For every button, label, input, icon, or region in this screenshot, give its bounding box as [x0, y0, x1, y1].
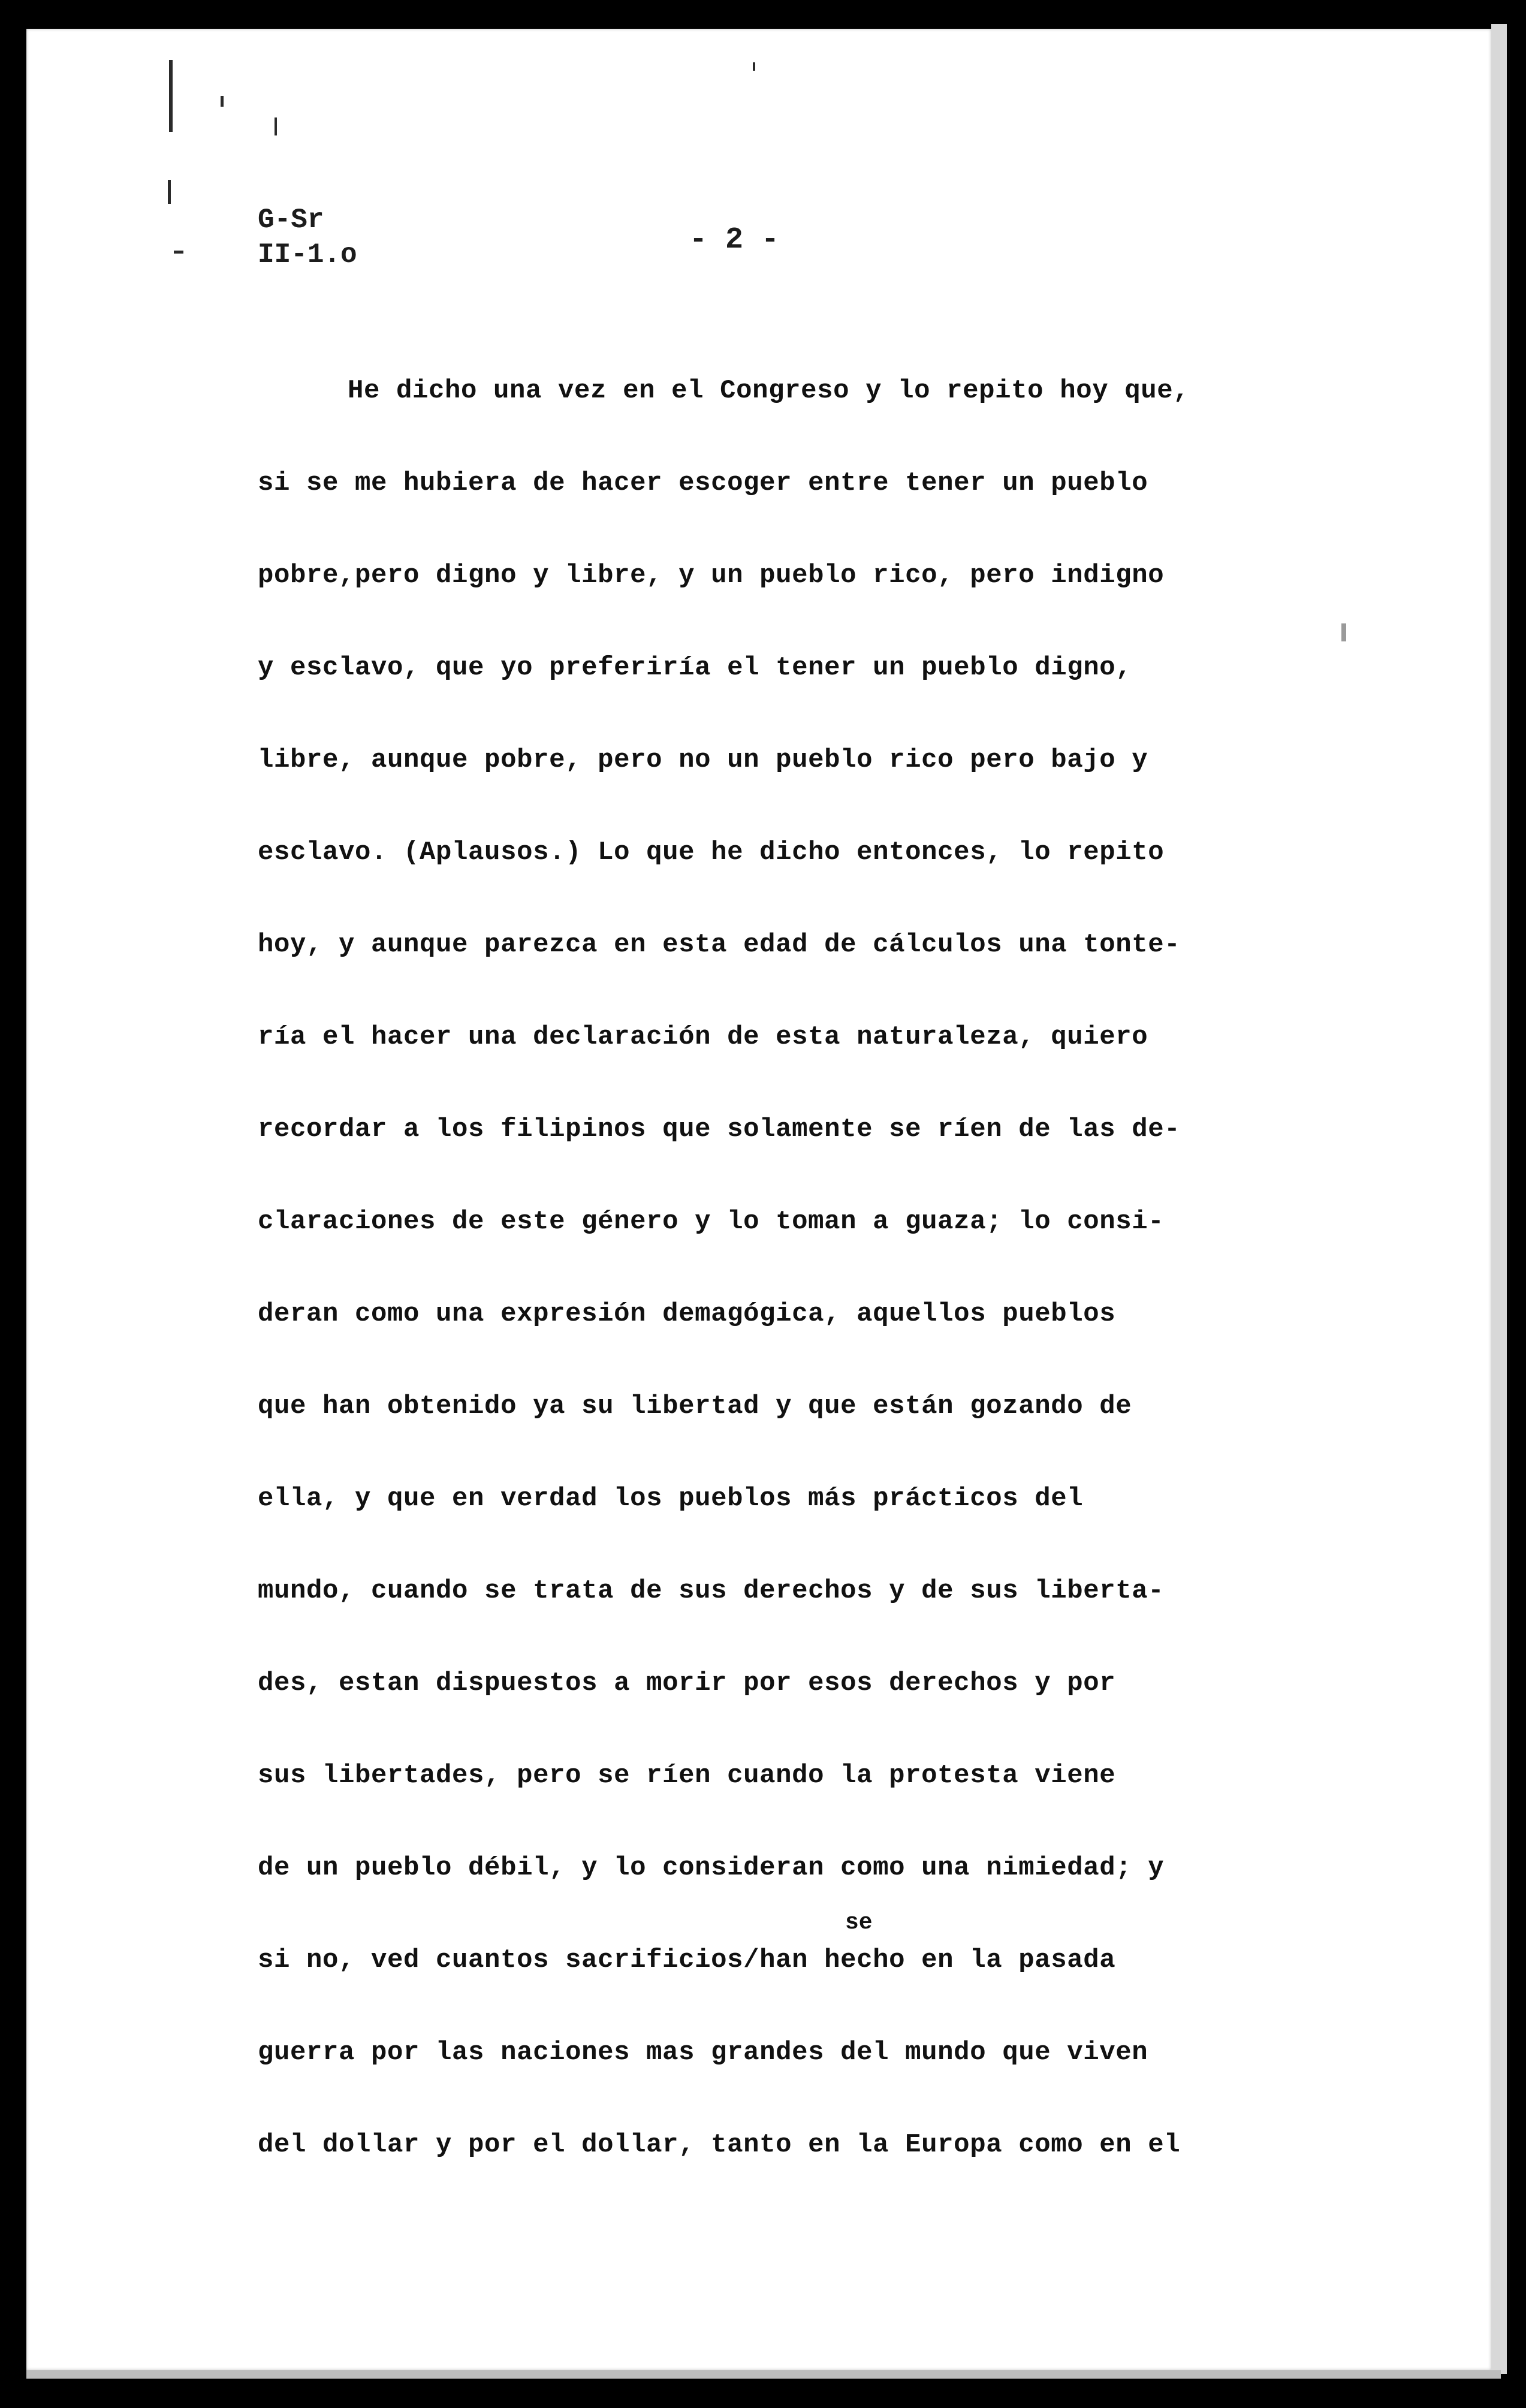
reference-line: II-1.o [258, 239, 357, 270]
body-text [258, 372, 1385, 2218]
text-line: de un pueblo débil, y lo consideran como una nimiedad; y [258, 1853, 1165, 1883]
margin-speck [753, 62, 755, 71]
text-line: deran como una expresión demagógica, aquellos pueblos [258, 1299, 1116, 1329]
margin-speck [221, 96, 224, 107]
reference-line: G-Sr [258, 204, 324, 236]
text-line: del dollar y por el dollar, tanto en la Europa como en el [258, 2130, 1181, 2160]
text-line: claraciones de este género y lo toman a guaza; lo consi- [258, 1207, 1165, 1237]
text-line: des, estan dispuestos a morir por esos derechos y por [258, 1668, 1116, 1698]
text-line: si se me hubiera de hacer escoger entre tener un pueblo [258, 468, 1148, 498]
text-line: sus libertades, pero se ríen cuando la protesta viene [258, 1761, 1116, 1791]
page-number: - 2 - [689, 223, 780, 257]
text-line: guerra por las naciones mas grandes del mundo que viven [258, 2038, 1148, 2068]
interlinear-insert: se [845, 1910, 873, 1936]
margin-speck [174, 251, 183, 254]
text-line: mundo, cuando se trata de sus derechos y de sus liberta- [258, 1576, 1165, 1606]
text-line: pobre,pero digno y libre, y un pueblo rico, pero indigno [258, 560, 1165, 590]
text-line: hoy, y aunque parezca en esta edad de cálculos una tonte- [258, 930, 1181, 960]
text-line: ría el hacer una declaración de esta naturaleza, quiero [258, 1022, 1148, 1052]
paper-edge-right [1491, 24, 1507, 2374]
margin-speck [169, 60, 173, 132]
text-line: He dicho una vez en el Congreso y lo repito hoy que, [348, 376, 1190, 406]
margin-speck [275, 117, 277, 135]
document-reference [258, 203, 357, 272]
text-line: y esclavo, que yo preferiría el tener un pueblo digno, [258, 653, 1132, 683]
text-line: ella, y que en verdad los pueblos más prácticos del [258, 1484, 1084, 1514]
text-line: recordar a los filipinos que solamente se ríen de las de- [258, 1114, 1181, 1144]
margin-speck [168, 180, 171, 204]
paper-edge-bottom [26, 2370, 1501, 2379]
text-line: esclavo. (Aplausos.) Lo que he dicho entonces, lo repito [258, 837, 1165, 867]
text-line: que han obtenido ya su libertad y que están gozando de [258, 1391, 1132, 1421]
text-line: libre, aunque pobre, pero no un pueblo rico pero bajo y [258, 745, 1148, 775]
text-line: si no, ved cuantos sacrificios/han hecho en la pasada [258, 1945, 1116, 1975]
